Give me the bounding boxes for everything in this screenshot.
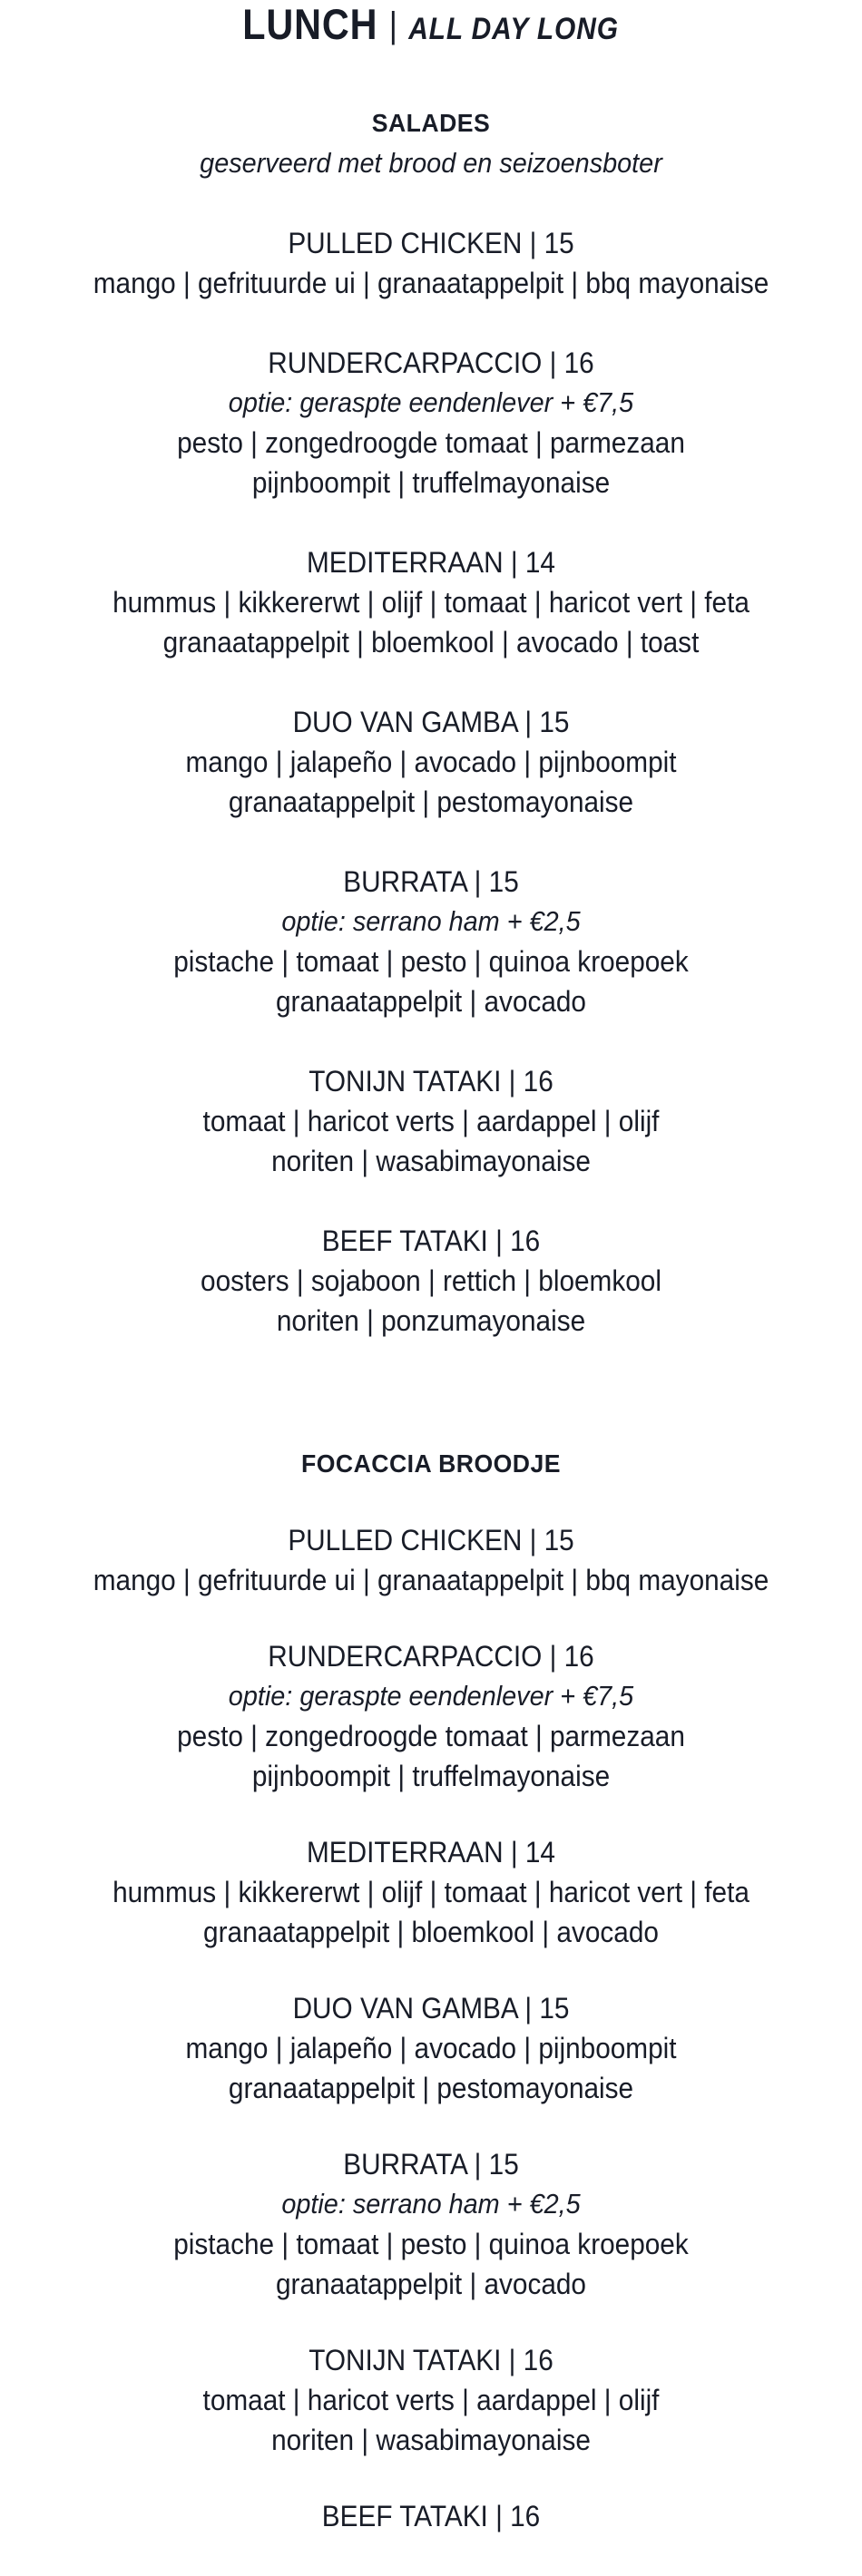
section-salades (0, 103, 862, 1341)
item-option: optie: serrano ham + €2,5 (281, 905, 581, 937)
title-divider: | (389, 5, 398, 45)
item-line: pesto | zongedroogde tomaat | parmezaan (177, 426, 685, 459)
item-title: TONIJN TATAKI | 16 (309, 2344, 553, 2376)
item-line: pistache | tomaat | pesto | quinoa kroepoek (173, 945, 689, 978)
item-line: oosters | sojaboon | rettich | bloemkool (201, 1264, 661, 1297)
item-line: granaatappelpit | avocado (276, 985, 586, 1018)
item-line: tomaat | haricot verts | aardappel | olijf (202, 1105, 660, 1137)
item-title: BEEF TATAKI | 16 (321, 1225, 541, 1257)
item-title: RUNDERCARPACCIO | 16 (268, 346, 594, 379)
item-line: granaatappelpit | pestomayonaise (228, 2072, 634, 2104)
section-note-salades: geserveerd met brood en seizoensboter (200, 147, 662, 179)
item-line: mango | jalapeño | avocado | pijnboompit (185, 2032, 677, 2064)
item-title: TONIJN TATAKI | 16 (309, 1065, 553, 1098)
section-title-focaccia: FOCACCIA BROODJE (301, 1449, 561, 1478)
section-title-salades: SALADES (371, 109, 491, 137)
menu-item-rundercarpaccio (0, 343, 862, 503)
item-title: BEEF TATAKI | 16 (321, 2500, 541, 2532)
item-line: granaatappelpit | bloemkool | avocado | toast (162, 626, 700, 659)
item-line: mango | gefrituurde ui | granaatappelpit | bbq mayonaise (93, 1564, 769, 1596)
menu-item-rundercarpaccio (0, 1636, 862, 1796)
item-title: MEDITERRAAN | 14 (307, 546, 555, 579)
menu-item-mediterraan (0, 542, 862, 662)
item-line: pijnboompit | truffelmayonaise (251, 466, 611, 499)
menu-item-duo-van-gamba (0, 702, 862, 822)
item-line: pijnboompit | truffelmayonaise (251, 1760, 611, 1792)
item-line: tomaat | haricot verts | aardappel | olijf (202, 2384, 660, 2416)
item-line: noriten | ponzumayonaise (276, 1304, 586, 1337)
item-option: optie: geraspte eendenlever + €7,5 (228, 1680, 634, 1712)
menu-tagline: ALL DAY LONG (408, 12, 620, 46)
item-line: granaatappelpit | pestomayonaise (228, 785, 634, 818)
item-line: hummus | kikkererwt | olijf | tomaat | haricot vert | feta (113, 1876, 749, 1908)
item-line: mango | gefrituurde ui | granaatappelpit | bbq mayonaise (93, 267, 769, 299)
menu-header (0, 2, 862, 58)
section-focaccia-broodje (0, 1444, 862, 2536)
menu-item-burrata (0, 2144, 862, 2304)
item-title: BURRATA | 15 (343, 2148, 519, 2181)
item-line: noriten | wasabimayonaise (271, 2424, 591, 2456)
item-line: granaatappelpit | avocado (276, 2268, 586, 2300)
item-line: pistache | tomaat | pesto | quinoa kroepoek (173, 2228, 689, 2260)
menu-item-burrata (0, 862, 862, 1021)
item-title: PULLED CHICKEN | 15 (288, 227, 574, 259)
item-title: RUNDERCARPACCIO | 16 (268, 1640, 594, 1673)
item-title: DUO VAN GAMBA | 15 (292, 1992, 570, 2025)
menu-item-tonijn-tataki (0, 2340, 862, 2460)
item-line: pesto | zongedroogde tomaat | parmezaan (177, 1720, 685, 1752)
item-title: MEDITERRAAN | 14 (307, 1836, 555, 1869)
menu-item-duo-van-gamba (0, 1988, 862, 2108)
item-title: PULLED CHICKEN | 15 (288, 1524, 574, 1556)
item-option: optie: geraspte eendenlever + €7,5 (228, 386, 634, 418)
menu-title: LUNCH (242, 0, 378, 48)
menu-item-beef-tataki (0, 1221, 862, 1341)
item-line: granaatappelpit | bloemkool | avocado (203, 1916, 659, 1948)
menu-item-beef-tataki (0, 2496, 862, 2536)
menu-item-tonijn-tataki (0, 1061, 862, 1181)
item-title: DUO VAN GAMBA | 15 (292, 706, 570, 738)
menu-header-line (243, 2, 620, 58)
item-title: BURRATA | 15 (343, 865, 519, 898)
menu-item-pulled-chicken (0, 1520, 862, 1600)
item-line: noriten | wasabimayonaise (271, 1145, 591, 1177)
menu-item-pulled-chicken (0, 223, 862, 303)
menu-item-mediterraan (0, 1832, 862, 1952)
item-line: mango | jalapeño | avocado | pijnboompit (185, 746, 677, 778)
item-option: optie: serrano ham + €2,5 (281, 2188, 581, 2220)
item-line: hummus | kikkererwt | olijf | tomaat | haricot vert | feta (113, 586, 749, 619)
